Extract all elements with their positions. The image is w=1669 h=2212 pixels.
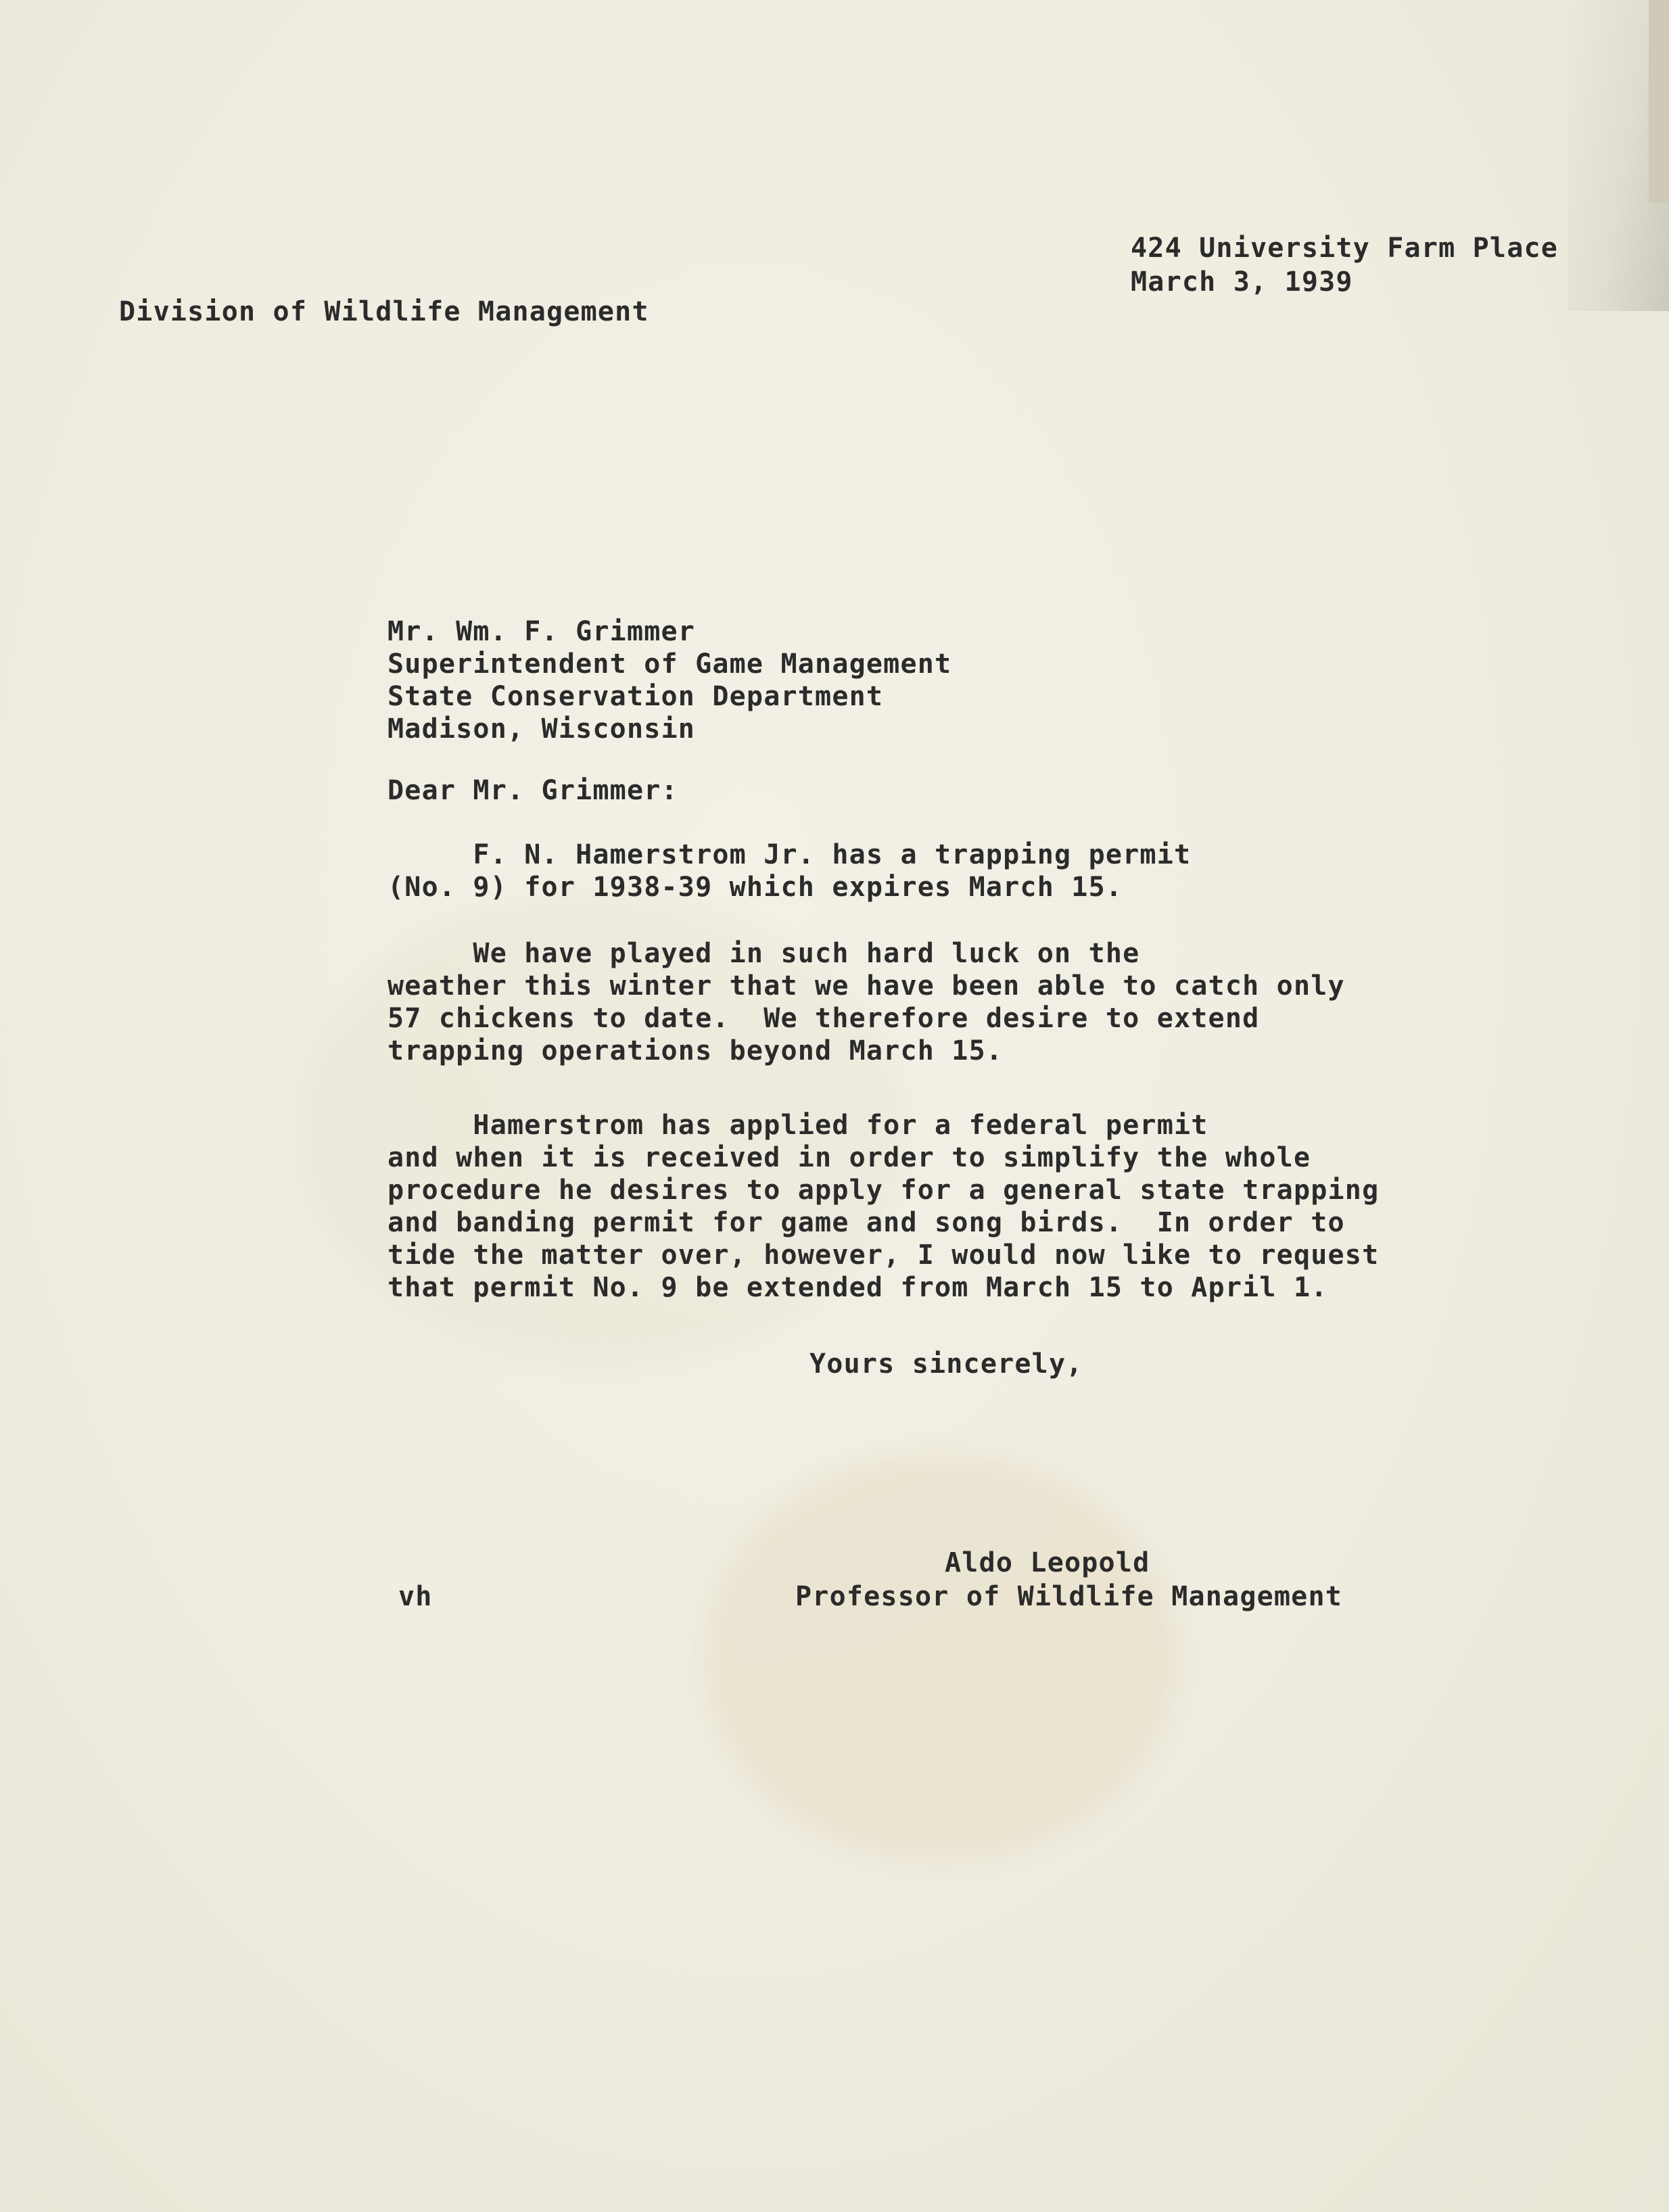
body-line: (No. 9) for 1938-39 which expires March 15. <box>387 872 1123 903</box>
signature-name: Aldo Leopold <box>945 1547 1150 1578</box>
letter-date: March 3, 1939 <box>1131 266 1353 298</box>
division-heading: Division of Wildlife Management <box>119 296 649 327</box>
body-line: We have played in such hard luck on the <box>387 938 1140 969</box>
recipient-line: State Conservation Department <box>387 681 884 712</box>
recipient-line: Superintendent of Game Management <box>387 649 952 680</box>
body-line: weather this winter that we have been able to catch only <box>387 970 1345 1002</box>
paper-stain <box>703 1454 1177 1860</box>
recipient-line: Madison, Wisconsin <box>387 713 696 745</box>
body-line: F. N. Hamerstrom Jr. has a trapping permit <box>387 839 1192 870</box>
sender-address: 424 University Farm Place <box>1131 233 1559 264</box>
paragraph-request <box>387 1109 1379 1304</box>
page-edge-strip <box>1649 0 1669 203</box>
body-line: procedure he desires to apply for a general state trapping <box>387 1175 1380 1206</box>
body-line: that permit No. 9 be extended from March 15 to April 1. <box>387 1272 1328 1303</box>
recipient-address <box>387 615 951 745</box>
body-line: and banding permit for game and song birds. In order to <box>387 1207 1345 1238</box>
paragraph-weather <box>387 937 1345 1067</box>
paragraph-permit <box>387 839 1191 903</box>
body-line: and when it is received in order to simplify the whole <box>387 1142 1311 1173</box>
body-line: 57 chickens to date. We therefore desire to extend <box>387 1003 1260 1034</box>
body-line: Hamerstrom has applied for a federal permit <box>387 1110 1208 1141</box>
salutation: Dear Mr. Grimmer: <box>387 775 678 806</box>
recipient-line: Mr. Wm. F. Grimmer <box>387 616 696 647</box>
closing: Yours sincerely, <box>809 1348 1083 1380</box>
signature-title: Professor of Wildlife Management <box>795 1581 1343 1612</box>
body-line: tide the matter over, however, I would now like to request <box>387 1240 1380 1271</box>
typist-initials: vh <box>398 1581 433 1612</box>
body-line: trapping operations beyond March 15. <box>387 1035 1004 1066</box>
